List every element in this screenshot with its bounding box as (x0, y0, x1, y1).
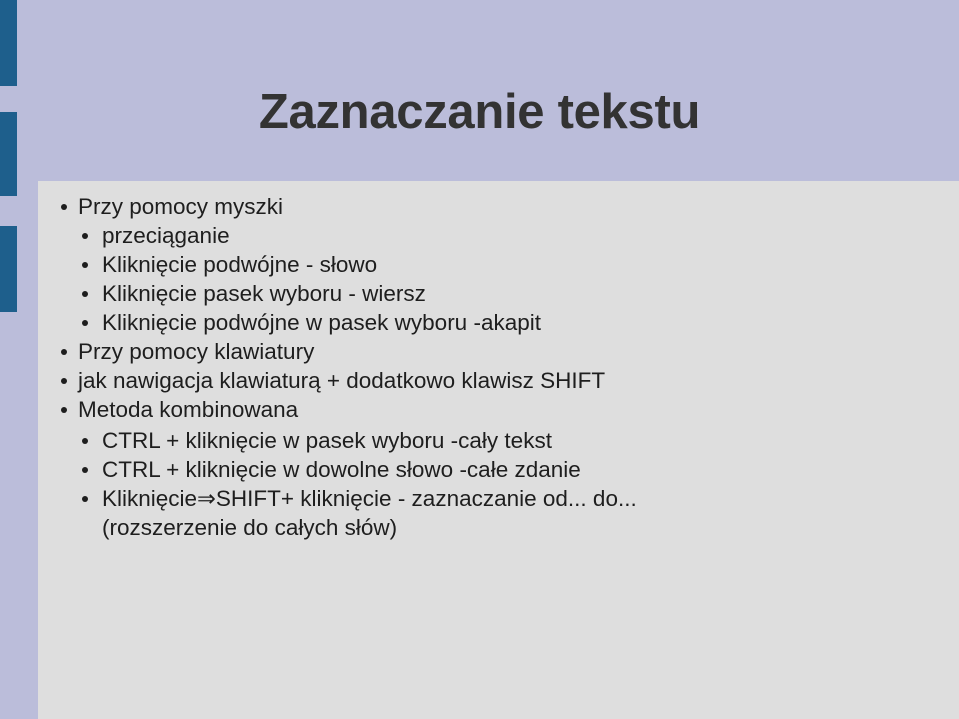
list-item-text: Kliknięcie pasek wyboru - wiersz (102, 281, 426, 306)
bullet-icon (61, 407, 67, 413)
list-item-text: CTRL + kliknięcie w pasek wyboru -cały tekst (102, 428, 552, 453)
list-item (78, 192, 283, 221)
list-item (78, 366, 605, 395)
bullet-icon (82, 291, 88, 297)
list-item (102, 279, 426, 308)
bullet-icon (82, 320, 88, 326)
accent-bar-bottom (0, 226, 17, 312)
list-item-text: jak nawigacja klawiaturą + dodatkowo klawisz SHIFT (78, 368, 606, 393)
list-item (102, 455, 581, 484)
list-item-text: Kliknięcie⇒SHIFT+ kliknięcie - zaznaczanie od... do... (102, 486, 637, 511)
list-item-text: Kliknięcie podwójne - słowo (102, 252, 378, 277)
list-item-text: Przy pomocy klawiatury (78, 339, 315, 364)
list-item (78, 337, 314, 366)
list-item-continuation: (rozszerzenie do całych słów) (102, 515, 398, 540)
list-item (102, 221, 230, 250)
bullet-icon (82, 438, 88, 444)
slide-title: Zaznaczanie tekstu (258, 85, 701, 139)
list-item-text: Kliknięcie podwójne w pasek wyboru -akapit (102, 310, 541, 335)
list-item (102, 484, 637, 513)
list-item (102, 426, 552, 455)
bullet-icon (61, 349, 67, 355)
bullet-icon (82, 262, 88, 268)
list-item (78, 395, 298, 424)
bullet-icon (82, 233, 88, 239)
accent-bar-top (0, 0, 17, 86)
bullet-icon (82, 496, 88, 502)
list-item-text: Metoda kombinowana (78, 397, 299, 422)
list-item-text: Przy pomocy myszki (78, 194, 284, 219)
list-item-text: przeciąganie (102, 223, 230, 248)
bullet-icon (82, 467, 88, 473)
list-item (102, 308, 541, 337)
bullet-icon (61, 204, 67, 210)
list-item (102, 250, 377, 279)
list-item-text: CTRL + kliknięcie w dowolne słowo -całe zdanie (102, 457, 581, 482)
bullet-icon (61, 378, 67, 384)
